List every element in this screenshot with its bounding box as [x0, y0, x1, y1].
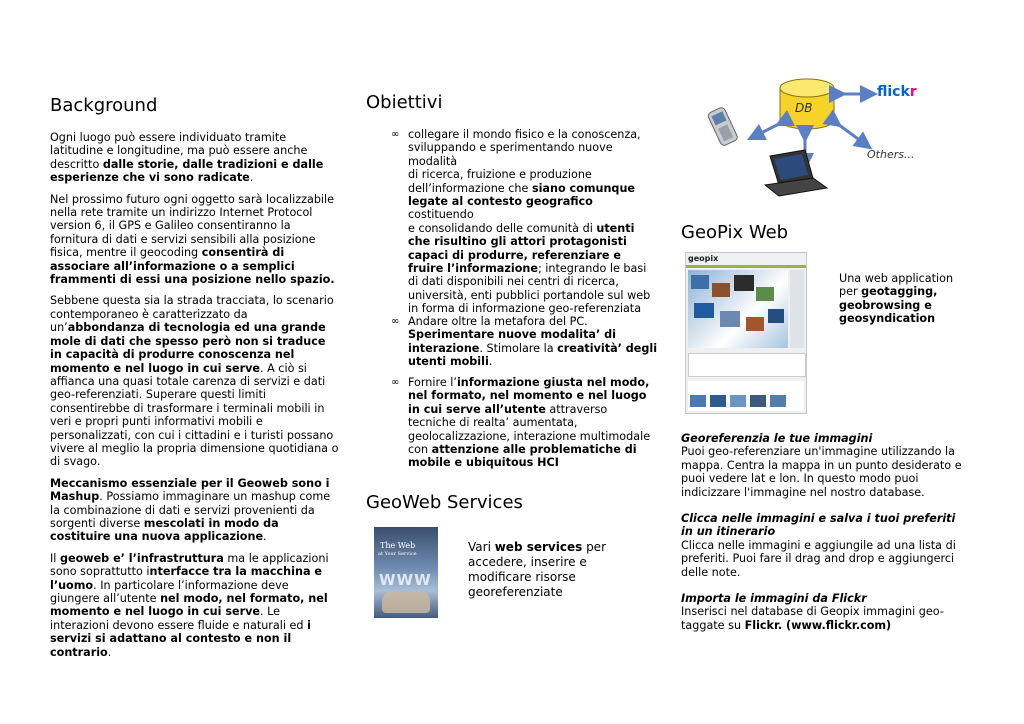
geopix-thumb	[756, 287, 774, 301]
feature-3-title: Importa le immagini da Flickr	[681, 592, 867, 606]
laptop-icon	[765, 150, 827, 196]
book-title-line-2: at Your Service	[378, 551, 417, 557]
obiettivi-title: Obiettivi	[366, 92, 443, 113]
book-title-line-1: The Web	[380, 541, 416, 550]
geoweb-services-text: Vari web services per accedere, inserire e modificare risorse georeferenziate	[468, 540, 606, 599]
geopix-thumb	[746, 317, 764, 331]
svg-text:flickr: flickr	[877, 84, 917, 100]
feature-1-title: Georeferenzia le tue immagini	[681, 432, 873, 445]
geoweb-services-title: GeoWeb Services	[366, 492, 523, 513]
feature-1-text: Puoi geo-referenziare un'immagine utilizzando la mappa. Centra la mappa in un punto desiderato e puoi vedere lat e lon. In questo modo puoi indicizzare l'immagine nel nostro database.	[681, 445, 962, 499]
geopix-screenshot-topbar	[686, 265, 806, 268]
mobile-phone-icon	[707, 106, 739, 146]
book-hand-shape	[382, 591, 430, 613]
book-www-letters: WWW	[379, 571, 432, 589]
obiettivi-bullet-1: ∞ collegare il mondo fisico e la conoscenza, sviluppando e sperimentando nuove modalità di ricerca, fruizione e produzione dell’informazione che siano comunque legate al contesto geografico costituendo e consolidando delle comunità di utenti che risultino gli attori protagonisti capaci di produrre, referenziare e fruire l’informazione; integrando le basi di dati disponibili nei centri di ricerca, università, enti pubblici portandole sul web in forma di informazione geo-referenziata	[391, 128, 651, 316]
database-icon	[780, 79, 834, 129]
arrow-db-others	[835, 122, 865, 144]
geopix-thumb	[734, 275, 754, 291]
db-label: DB	[795, 101, 813, 115]
geopix-side-text: Una web application per geotagging, geobrowsing e geosyndication	[839, 272, 954, 326]
background-paragraph-1: Ogni luogo può essere individuato tramite latitudine e longitudine, ma può essere anche descritto dalle storie, dalle tradizioni e dalle esperienze che vi sono radicate.	[50, 131, 324, 185]
book-cover-image	[374, 527, 438, 618]
others-label: Others...	[867, 148, 915, 161]
background-paragraph-2: Nel prossimo futuro ogni oggetto sarà localizzabile nella rete tramite un indirizzo Internet Protocol version 6, il GPS e Galileo consentiranno la fornitura di dati e servizi sensibili alla posizione fisica, mentre il geocoding consentirà di associare all’informazione o a semplici frammenti di essi una posizione nello spazio.	[50, 192, 335, 287]
geopix-thumb	[691, 275, 709, 289]
background-section	[50, 95, 340, 659]
feature-3-text: Inserisci nel database di Geopix immagini geo-taggate su Flickr. (www.flickr.com)	[681, 605, 944, 632]
geopix-thumb	[720, 311, 740, 327]
geopix-screenshot-logo: geopix	[688, 254, 719, 263]
feature-2-text: Clicca nelle immagini e aggiungile ad una lista di preferiti. Puoi fare il drag and drop e aggiungerci delle note.	[681, 538, 956, 579]
geopix-title: GeoPix Web	[681, 222, 789, 243]
geopix-thumb	[712, 283, 730, 297]
geopix-thumb	[768, 309, 784, 323]
geopix-features	[681, 432, 971, 632]
background-title: Background	[50, 95, 158, 116]
geopix-sidepanel	[790, 270, 804, 348]
architecture-diagram	[695, 70, 935, 200]
background-paragraph-3: Sebbene questa sia la strada tracciata, lo scenario contemporaneo è caratterizzato da un’abbondanza di tecnologia ed una grande mole di dati che spesso però non si traduce in capacità di produrre conoscenza nel momento e nel luogo in cui serve. A ciò si affianca una quasi totale carenza di servizi e dati geo-referenziati. Superare questi limiti consentirebbe di trasformare i terminali mobili in veri e propri punti informativi mobili e personalizzati, con cui i cittadini e i turisti possano vivere al meglio la propria dimensione quotidiana o di svago.	[50, 294, 339, 469]
infinity-bullet-icon: ∞	[391, 129, 400, 140]
feature-2-title: Clicca nelle immagini e salva i tuoi preferiti in un itinerario	[681, 512, 956, 539]
geopix-info-panel	[688, 353, 806, 377]
geopix-screenshot	[685, 252, 807, 414]
obiettivi-bullet-2: ∞ Andare oltre la metafora del PC. Sperimentare nuove modalita’ di interazione. Stimolare la creatività’ degli utenti mobili.	[391, 315, 658, 369]
arrow-db-phone	[755, 122, 783, 136]
geopix-thumb	[694, 303, 714, 318]
geopix-filmstrip	[688, 381, 804, 411]
flickr-logo-r: r	[909, 84, 917, 100]
background-paragraph-5: Il geoweb e’ l’infrastruttura ma le applicazioni sono soprattutto interfacce tra la macchina e l’uomo. In particolare l’informazione deve giungere all’utente nel modo, nel formato, nel momento e nel luogo in cui serve. Le interazioni devono essere fluide e naturali ed i servizi si adattano al contesto e non il contrario.	[50, 551, 329, 659]
infinity-bullet-icon: ∞	[391, 377, 400, 388]
infinity-bullet-icon: ∞	[391, 316, 400, 327]
background-paragraph-4: Meccanismo essenziale per il Geoweb sono i Mashup. Possiamo immaginare un mashup come la combinazione di dati e servizi provenienti da sorgenti diverse mescolati in modo da costituire una nuova applicazione.	[50, 476, 331, 544]
flickr-logo	[877, 84, 917, 100]
obiettivi-bullet-3: ∞ Fornire l’informazione giusta nel modo, nel formato, nel momento e nel luogo in cui serve all’utente attraverso tecniche di realta’ aumentata, geolocalizzazione, interazione multimodale con attenzione alle problematiche di mobile e ubiquitous HCI	[391, 376, 651, 470]
